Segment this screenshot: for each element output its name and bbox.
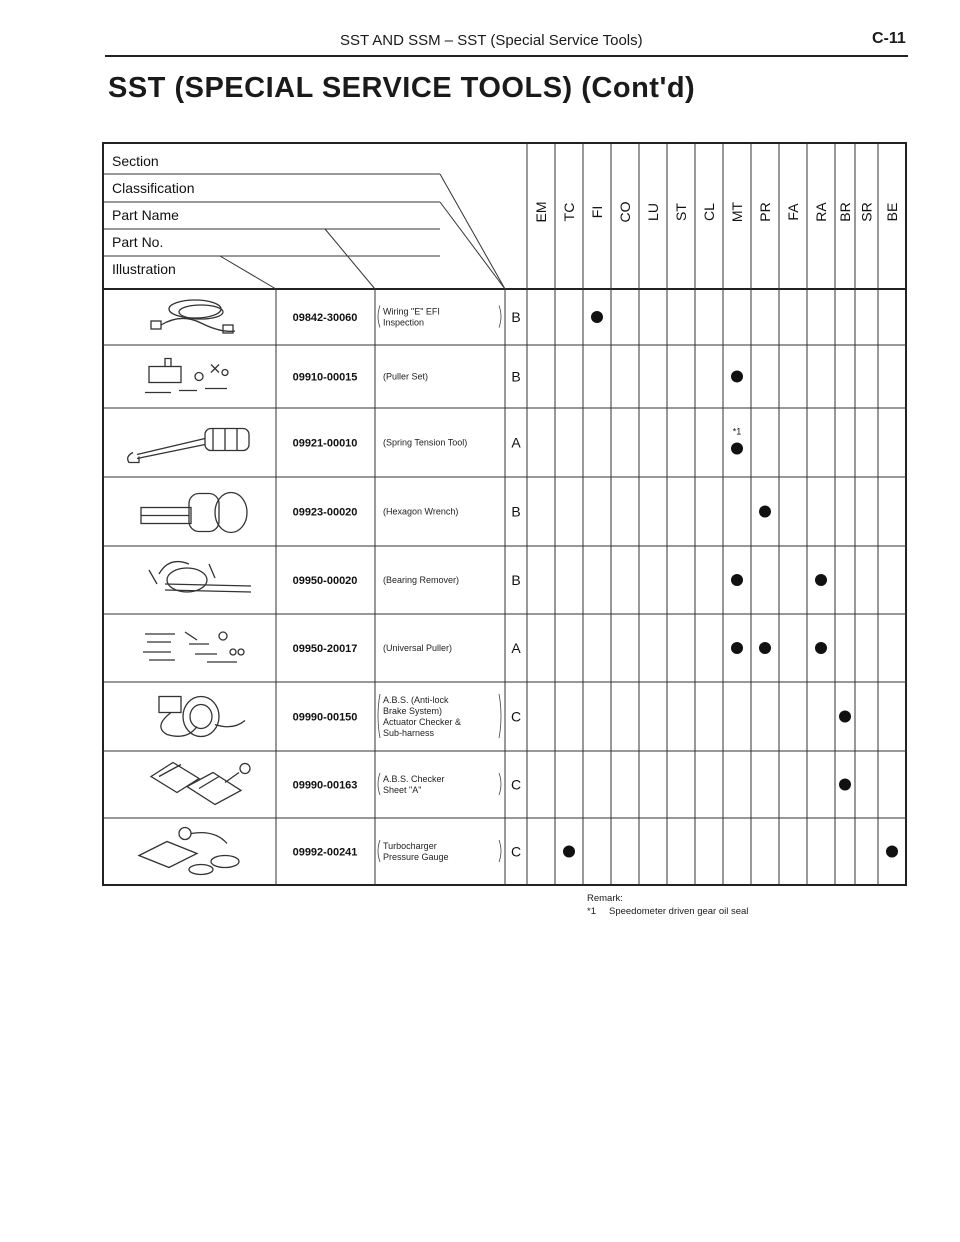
puller-set-icon <box>145 359 228 393</box>
table-row <box>139 828 898 875</box>
wiring-harness-icon-part <box>151 321 161 329</box>
pressure-gauge-icon-part <box>191 833 227 844</box>
part-name-line: (Universal Puller) <box>383 643 453 653</box>
part-name-line: A.B.S. Checker <box>383 774 445 784</box>
classification-code: C <box>510 776 522 793</box>
table-row <box>128 427 743 463</box>
table-row <box>145 359 743 393</box>
classification-code: A <box>511 640 521 656</box>
universal-puller-icon-part <box>238 649 244 655</box>
spring-tension-tool-icon <box>128 429 249 463</box>
usage-mark-mt <box>731 574 743 586</box>
header-label-section: Section <box>112 153 159 169</box>
usage-mark-pr <box>759 642 771 654</box>
part-number: 09950-00020 <box>292 575 358 587</box>
usage-mark-br <box>839 711 851 723</box>
header-label-classification: Classification <box>112 180 195 196</box>
section-header-sr <box>859 202 875 221</box>
section-header-label: FI <box>589 205 605 219</box>
usage-mark-mt <box>731 443 743 455</box>
abs-actuator-checker-icon-part <box>183 697 219 737</box>
pressure-gauge-icon-part <box>139 842 197 868</box>
remark-note-symbol: *1 <box>587 906 596 917</box>
page-number: C-11 <box>872 30 906 47</box>
running-header: SST AND SSM – SST (Special Service Tools) <box>340 32 643 49</box>
section-header-st <box>673 203 689 221</box>
header-diagonal-1 <box>440 202 505 289</box>
universal-puller-icon <box>143 632 244 662</box>
table-row <box>151 300 603 333</box>
part-number: 09921-00010 <box>292 437 358 450</box>
part-number: 09910-00015 <box>292 371 358 384</box>
section-header-label: MT <box>729 201 745 223</box>
part-name-line: (Bearing Remover) <box>383 575 460 585</box>
header-diagonal-3 <box>220 256 276 289</box>
wiring-harness-icon-part <box>169 300 221 318</box>
name-bracket-left <box>378 694 380 738</box>
section-header-label: BE <box>884 202 900 222</box>
section-header-ra <box>813 202 829 222</box>
table-row <box>143 632 827 662</box>
puller-set-icon-part <box>145 389 227 393</box>
table-row <box>149 562 827 592</box>
usage-mark-ra <box>815 642 827 654</box>
pressure-gauge-icon-part <box>179 828 191 840</box>
usage-mark-be <box>886 846 898 858</box>
section-header-fi <box>589 206 605 218</box>
remark-block <box>587 892 748 918</box>
abs-checker-sheet-icon <box>151 763 250 805</box>
section-header-lu <box>645 203 661 221</box>
bearing-remover-icon <box>149 562 251 592</box>
part-name-line: Turbocharger <box>383 841 437 851</box>
part-number: 09992-00241 <box>292 846 358 859</box>
part-name-line: Sub-harness <box>383 728 435 738</box>
part-number: 09842-30060 <box>292 312 358 324</box>
section-header-label: EM <box>533 201 549 223</box>
section-header-cl <box>701 203 717 221</box>
usage-mark-pr <box>759 506 771 518</box>
abs-checker-sheet-icon-part <box>151 763 199 793</box>
puller-set-icon-part <box>195 373 203 381</box>
section-header-label: FA <box>785 203 801 221</box>
header-label-part-name: Part Name <box>112 207 179 223</box>
abs-actuator-checker-icon-part <box>159 697 181 713</box>
part-number: 09950-20017 <box>292 643 358 655</box>
remark-label: Remark: <box>587 893 623 904</box>
name-bracket-left <box>378 306 380 328</box>
hexagon-wrench-icon <box>141 493 247 533</box>
part-name-line: Pressure Gauge <box>383 852 449 862</box>
universal-puller-icon-part <box>230 649 236 655</box>
section-header-label: PR <box>757 202 773 222</box>
section-header-label: ST <box>673 203 689 221</box>
section-header-br <box>837 202 853 221</box>
universal-puller-icon-part <box>185 632 217 654</box>
universal-puller-icon-part <box>143 634 175 660</box>
section-header-label: SR <box>858 202 875 222</box>
hexagon-wrench-icon-part <box>215 493 247 533</box>
abs-actuator-checker-icon-part <box>190 705 212 729</box>
part-name-line: Wiring "E" EFI <box>383 306 440 317</box>
header-diagonal-0 <box>440 174 505 289</box>
section-header-mt <box>729 201 745 222</box>
section-header-tc <box>561 203 577 222</box>
classification-code: C <box>510 843 522 860</box>
part-name-line: (Puller Set) <box>383 371 429 382</box>
name-bracket-right <box>499 694 501 738</box>
part-number: 09990-00150 <box>292 711 358 724</box>
classification-code: A <box>511 434 521 451</box>
part-name-line: (Hexagon Wrench) <box>383 506 459 517</box>
usage-mark-mt <box>731 642 743 654</box>
wiring-harness-icon <box>151 300 235 333</box>
part-number: 09923-00020 <box>292 506 358 519</box>
section-header-em <box>533 202 549 223</box>
spring-tension-tool-icon-part <box>205 429 249 451</box>
puller-set-icon-part <box>222 370 228 376</box>
part-name-line: Sheet "A" <box>383 785 422 795</box>
section-header-be <box>884 203 900 222</box>
abs-checker-sheet-icon-part <box>225 773 239 783</box>
pressure-gauge-icon-part <box>189 865 213 875</box>
universal-puller-icon-part <box>219 632 227 640</box>
name-bracket-left <box>378 773 380 795</box>
section-header-label: CO <box>617 201 633 223</box>
section-header-label: BR <box>837 202 853 222</box>
remark-note-text: Speedometer driven gear oil seal <box>609 906 749 917</box>
section-header-pr <box>757 202 773 221</box>
pressure-gauge-icon-part <box>211 856 239 868</box>
puller-set-icon-part <box>211 365 219 373</box>
usage-mark-tc <box>563 846 575 858</box>
usage-mark-ra <box>815 574 827 586</box>
header-label-part-no: Part No. <box>112 234 164 250</box>
part-name-line: A.B.S. (Anti-lock <box>383 695 449 705</box>
part-name-line: Inspection <box>383 317 425 328</box>
classification-code: B <box>511 368 521 385</box>
section-header-label: CL <box>701 203 717 221</box>
pressure-gauge-icon <box>139 828 239 875</box>
header-diagonal-2 <box>325 229 375 289</box>
page-title: SST (SPECIAL SERVICE TOOLS) (Cont'd) <box>108 72 696 104</box>
bearing-remover-icon-part <box>167 568 207 592</box>
abs-actuator-checker-icon-part <box>161 713 197 737</box>
usage-mark-br <box>839 779 851 791</box>
usage-note: *1 <box>732 426 742 437</box>
classification-code: B <box>511 309 521 325</box>
name-bracket-left <box>378 840 380 862</box>
section-header-label: RA <box>813 202 829 222</box>
bearing-remover-icon-part <box>165 584 251 586</box>
section-header-fa <box>785 203 801 221</box>
puller-set-icon-part <box>149 367 181 383</box>
puller-set-icon-part <box>165 359 171 367</box>
name-bracket-right <box>499 306 501 328</box>
abs-actuator-checker-icon-part <box>215 721 245 727</box>
abs-checker-sheet-icon-part <box>240 764 250 774</box>
part-name-line: Actuator Checker & <box>383 717 462 727</box>
remark-note <box>587 905 748 918</box>
classification-code: B <box>511 572 521 588</box>
wiring-harness-icon-part <box>179 305 223 319</box>
section-header-co <box>617 201 633 222</box>
name-bracket-right <box>499 840 501 862</box>
classification-code: B <box>511 503 521 520</box>
usage-mark-fi <box>591 311 603 323</box>
table-row <box>151 763 851 805</box>
classification-code: C <box>510 708 522 725</box>
section-header-label: TC <box>561 202 577 222</box>
abs-actuator-checker-icon <box>159 697 245 737</box>
header-label-illustration: Illustration <box>112 261 176 277</box>
table-row <box>141 493 771 533</box>
part-number: 09990-00163 <box>292 779 358 792</box>
name-bracket-right <box>499 773 501 795</box>
part-name-line: (Spring Tension Tool) <box>383 437 468 448</box>
usage-mark-mt <box>731 371 743 383</box>
abs-checker-sheet-icon-part <box>159 765 181 777</box>
part-name-line: Brake System) <box>383 706 443 716</box>
section-header-label: LU <box>645 203 661 221</box>
